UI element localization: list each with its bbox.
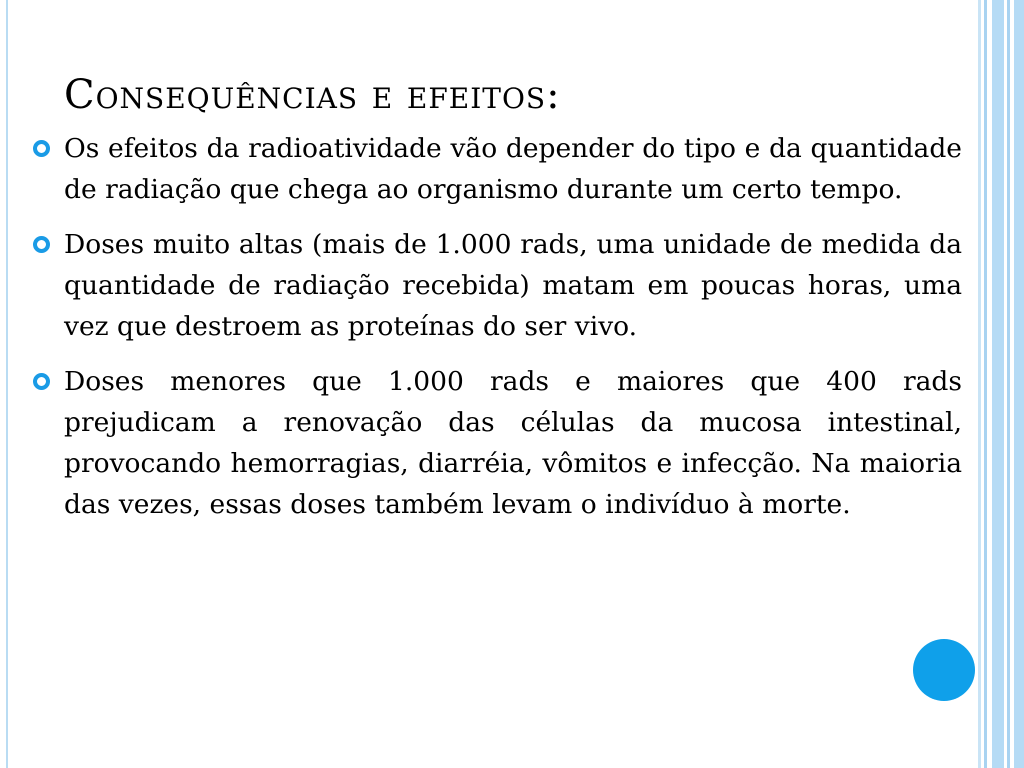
bullet-text: Os efeitos da radioatividade vão depender do tipo e da quantidade de radiação que chega ao organismo durante um certo tempo. — [64, 133, 962, 205]
bullet-item — [30, 361, 962, 525]
stripe — [978, 0, 981, 768]
stripe — [1007, 0, 1010, 768]
bullet-list — [30, 128, 962, 539]
stripe — [1014, 0, 1024, 768]
slide-title: Consequências e efeitos: — [64, 72, 561, 118]
circle-bullet-icon — [33, 140, 50, 157]
decorative-blue-circle — [913, 639, 975, 701]
bullet-text: Doses menores que 1.000 rads e maiores que 400 rads prejudicam a renovação das células da mucosa intestinal, provocando hemorragias, diarréia, vômitos e infecção. Na maioria das vezes, essas doses também levam o indivíduo à morte. — [64, 366, 962, 520]
left-border-line — [6, 0, 8, 768]
bullet-text: Doses muito altas (mais de 1.000 rads, uma unidade de medida da quantidade de radiação recebida) matam em poucas horas, uma vez que destroem as proteínas do ser vivo. — [64, 229, 962, 342]
bullet-item — [30, 224, 962, 347]
stripe — [984, 0, 987, 768]
circle-bullet-icon — [33, 373, 50, 390]
circle-bullet-icon — [33, 236, 50, 253]
right-decorative-stripes — [978, 0, 1024, 768]
bullet-item — [30, 128, 962, 210]
stripe — [992, 0, 1004, 768]
